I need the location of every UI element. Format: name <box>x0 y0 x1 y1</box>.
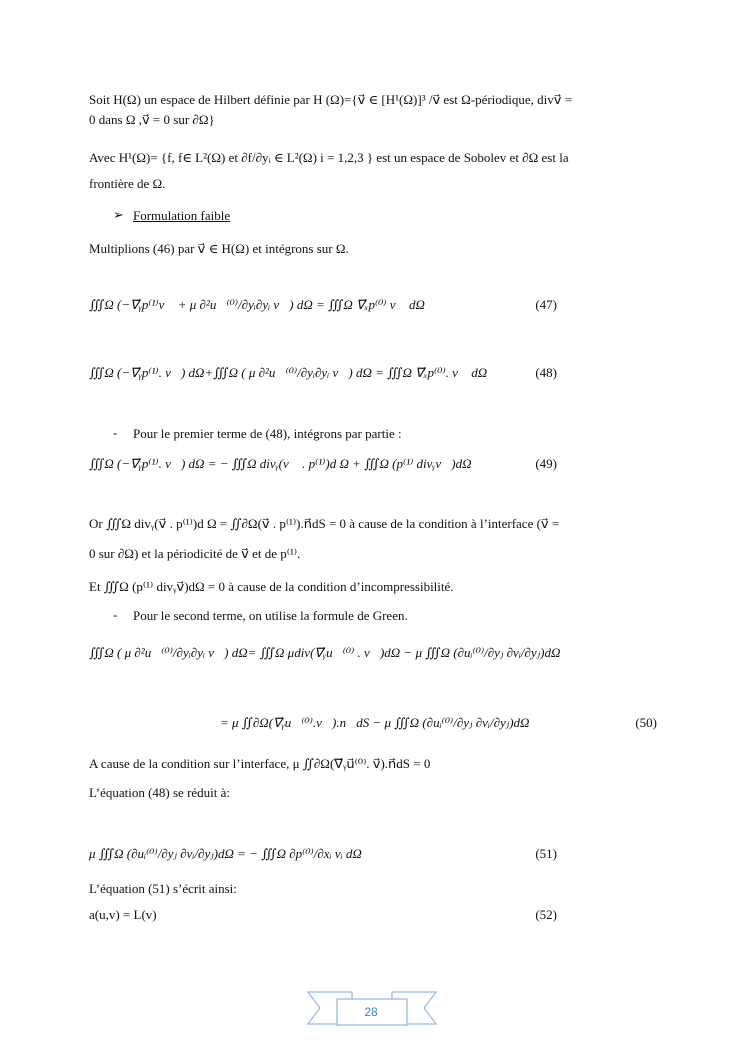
equation-49 <box>89 455 657 473</box>
equation-49-number: (49) <box>535 456 557 471</box>
paragraph-et: Et ∭Ω (p⁽¹⁾ divᵧv⃗)dΩ = 0 à cause de la condition d’incompressibilité. <box>89 579 454 594</box>
equation-51-body: μ ∭Ω (∂uᵢ⁽⁰⁾/∂yⱼ ∂vᵢ/∂yⱼ)dΩ = − ∭Ω ∂p⁽⁰⁾/∂xᵢ vᵢ dΩ <box>89 846 362 861</box>
equation-51-number: (51) <box>535 846 557 861</box>
paragraph-sobolev-line1: Avec H¹(Ω)= {f, f∈ L²(Ω) et ∂f/∂yᵢ ∈ L²(Ω) i = 1,2,3 } est un espace de Sobolev et ∂Ω est la <box>89 150 569 165</box>
equation-50-body: = μ ∬∂Ω(∇⃗ᵧu⃗⁽⁰⁾.v⃗).n⃗dS − μ ∭Ω (∂uᵢ⁽⁰⁾/∂yⱼ ∂vᵢ/∂yⱼ)dΩ <box>220 715 530 730</box>
equation-50-number: (50) <box>635 715 657 730</box>
paragraph-multiplions: Multiplions (46) par v⃗ ∈ H(Ω) et intégrons sur Ω. <box>89 241 349 256</box>
arrow-bullet-icon: ➢ <box>113 207 124 222</box>
list-item-premier-terme: Pour le premier terme de (48), intégrons par partie : <box>133 426 402 441</box>
equation-51 <box>89 845 657 863</box>
paragraph-or-line2: 0 sur ∂Ω) et la périodicité de v⃗ et de p⁽¹⁾. <box>89 546 301 561</box>
equation-48 <box>89 364 657 382</box>
equation-47-body: ∭Ω (−∇⃗ᵧp⁽¹⁾v⃗ + μ ∂²u⃗⁽⁰⁾/∂yᵢ∂yᵢ v⃗) dΩ = ∭Ω ∇⃗ₓp⁽⁰⁾ v⃗ dΩ <box>89 297 425 312</box>
dash-bullet-2: - <box>113 607 118 622</box>
equation-52-number: (52) <box>535 907 557 922</box>
dash-bullet-1: - <box>113 425 118 440</box>
equation-47-number: (47) <box>535 297 557 312</box>
list-item-second-terme: Pour le second terme, on utilise la formule de Green. <box>133 608 408 623</box>
paragraph-reduit: L’équation (48) se réduit à: <box>89 785 231 800</box>
paragraph-interface: A cause de la condition sur l’interface, μ ∬∂Ω(∇⃗ᵧu⃗⁽⁰⁾. v⃗).n⃗dS = 0 <box>89 756 431 771</box>
equation-47 <box>89 296 657 314</box>
paragraph-ecrit: L’équation (51) s’écrit ainsi: <box>89 881 237 896</box>
equation-48-body: ∭Ω (−∇⃗ᵧp⁽¹⁾. v⃗) dΩ+∭Ω ( μ ∂²u⃗⁽⁰⁾/∂yᵢ∂yᵢ v⃗) dΩ = ∭Ω ∇⃗ₓp⁽⁰⁾. v⃗ dΩ <box>89 365 488 380</box>
paragraph-hilbert-line1: Soit H(Ω) un espace de Hilbert définie par H (Ω)={v⃗ ∈ [H¹(Ω)]³ /v⃗ est Ω-périodique, divv⃗ = <box>89 92 573 107</box>
equation-52-body: a(u,v) = L(v) <box>89 907 157 922</box>
paragraph-sobolev-line2: frontière de Ω. <box>89 176 166 191</box>
paragraph-hilbert-line2: 0 dans Ω ,v⃗ = 0 sur ∂Ω} <box>89 112 215 127</box>
equation-49-body: ∭Ω (−∇⃗ᵧp⁽¹⁾. v⃗) dΩ = − ∭Ω divᵧ(v⃗ . p⁽¹⁾)d Ω + ∭Ω (p⁽¹⁾ divᵧv⃗)dΩ <box>89 456 472 471</box>
section-heading: Formulation faible <box>133 208 231 223</box>
equation-48-number: (48) <box>535 365 557 380</box>
page-number: 28 <box>364 1005 378 1019</box>
equation-50-line1: ∭Ω ( μ ∂²u⃗⁽⁰⁾/∂yᵢ∂yᵢ v⃗) dΩ= ∭Ω μdiv(∇⃗ᵧu⃗⁽⁰⁾ . v⃗)dΩ − μ ∭Ω (∂uᵢ⁽⁰⁾/∂yⱼ ∂vᵢ/∂yⱼ)dΩ <box>89 645 561 660</box>
equation-52 <box>89 906 657 924</box>
equation-50-line2 <box>220 714 657 732</box>
paragraph-or-line1: Or ∭Ω divᵧ(v⃗ . p⁽¹⁾)d Ω = ∬∂Ω(v⃗ . p⁽¹⁾).n⃗dS = 0 à cause de la condition à l’interface (v⃗ = <box>89 516 560 531</box>
